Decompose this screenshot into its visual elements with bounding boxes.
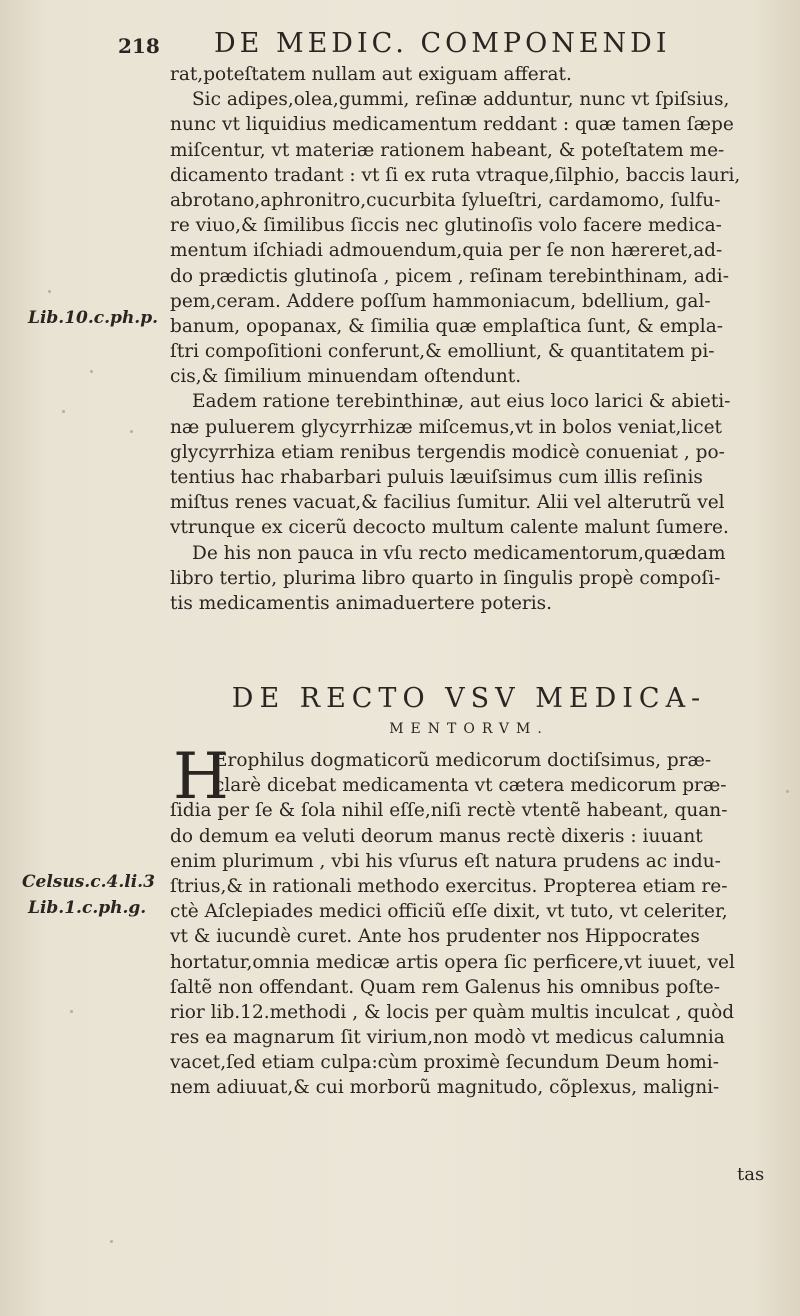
text-line: ſtrius,& in rationali methodo exercitus. Propterea etiam re- (170, 875, 728, 897)
margin-note: Celsus.c.4.li.3 (22, 872, 155, 892)
text-line: miſcentur, vt materiæ rationem habeant, & poteſtatem me- (170, 139, 725, 161)
text-line: pem,ceram. Addere poſſum hammoniacum, bdellium, gal- (170, 290, 711, 312)
text-line: nunc vt liquidius medicamentum reddant : quæ tamen ſæpe (170, 114, 734, 136)
text-line: glycyrrhiza etiam renibus tergendis modicè conueniat , po- (170, 441, 725, 463)
text-line: clarè dicebat medicamenta vt cætera medicorum præ- (214, 775, 727, 797)
section-one-text (170, 62, 768, 616)
catchword: tas (737, 1164, 765, 1185)
text-line: res ea magnarum ſit virium,non modò vt medicus calumnia (170, 1027, 725, 1049)
paper-speck (70, 1010, 73, 1013)
margin-notes (0, 0, 165, 1316)
text-line: dicamento tradant : vt ſi ex ruta vtraque,ſilphio, baccis lauri, (170, 164, 741, 186)
margin-note: Lib.1.c.ph.g. (28, 898, 147, 918)
text-line: rior lib.12.methodi , & locis per quàm multis inculcat , quòd (170, 1001, 735, 1023)
text-line: do demum ea veluti deorum manus rectè dixeris : iuuant (170, 825, 703, 847)
text-line: mentum iſchiadi admouendum,quia per ſe non hæreret,ad- (170, 240, 723, 262)
paper-speck (786, 790, 789, 793)
section-heading (170, 682, 768, 742)
text-line: enim plurimum , vbi his vſurus eſt natura prudens ac indu- (170, 850, 721, 872)
text-line: Eadem ratione terebinthinæ, aut eius loco larici & abieti- (192, 391, 731, 413)
text-line: miſtus renes vacuat,& facilius ſumitur. Alii vel alterutrũ vel (170, 492, 725, 514)
text-line: cis,& ſimilium minuendam oſtendunt. (170, 366, 522, 388)
text-line: ctè Aſclepiades medici officiũ eſſe dixit, vt tuto, vt celeriter, (170, 901, 728, 923)
section-two-text (170, 740, 768, 1101)
text-line: rat,poteſtatem nullam aut exiguam afferat. (170, 64, 572, 85)
folio-number: 218 (118, 34, 160, 58)
text-line: vt & iucundè curet. Ante hos prudenter nos Hippocrates (170, 926, 700, 948)
paper-speck (62, 410, 65, 413)
text-line: ſtri compoſitioni conferunt,& emolliunt, & quantitatem pi- (170, 341, 715, 363)
text-line: do prædictis glutinoſa , picem , reſinam terebinthinam, adi- (170, 265, 729, 287)
text-line: Sic adipes,olea,gummi, reſinæ adduntur, nunc vt ſpiſsius, (192, 89, 730, 111)
text-line: vtrunque ex cicerũ decocto multum calente malunt ſumere. (170, 517, 729, 539)
text-line: hortatur,omnia medicæ artis opera ſic perficere,vt iuuet, vel (170, 951, 735, 973)
text-line: banum, opopanax, & ſimilia quæ emplaſtica ſunt, & empla- (170, 315, 723, 337)
paper-speck (48, 290, 51, 293)
page-header (118, 24, 758, 60)
drop-capital: H (173, 740, 229, 814)
section-heading-line: MENTORVM. (389, 721, 549, 737)
text-line: De his non pauca in vſu recto medicamentorum,quædam (192, 542, 726, 564)
margin-note: Lib.10.c.ph.p. (28, 308, 159, 328)
section-heading-line: DE RECTO VSV MEDICA- (231, 683, 707, 714)
text-line: ſaltẽ non offendant. Quam rem Galenus his omnibus poſte- (170, 976, 720, 998)
text-line: vacet,ſed etiam culpa:cùm proximè ſecundum Deum homi- (170, 1052, 719, 1074)
running-head: DE MEDIC. COMPONENDI (214, 28, 671, 59)
text-line: nem adiuuat,& cui morborũ magnitudo, cõplexus, maligni- (170, 1077, 720, 1099)
text-line: Erophilus dogmaticorũ medicorum doctiſsimus, præ- (214, 750, 712, 771)
text-line: re viuo,& ſimilibus ſiccis nec glutinoſis volo facere medica- (170, 215, 722, 237)
paper-speck (110, 1240, 113, 1243)
paper-speck (90, 370, 93, 373)
text-line: næ puluerem glycyrrhizæ miſcemus,vt in bolos veniat,licet (170, 416, 722, 438)
text-line: tentius hac rhabarbari puluis læuiſsimus cum illis reſinis (170, 467, 703, 488)
text-line: libro tertio, plurima libro quarto in ſingulis propè compoſi- (170, 567, 721, 589)
text-line: abrotano,aphronitro,cucurbita ſylueſtri, cardamomo, ſulfu- (170, 189, 721, 211)
text-line: ſidia per ſe & ſola nihil eſſe,niſi rectè vtentẽ habeant, quan- (170, 800, 728, 822)
text-line: tis medicamentis animaduertere poteris. (170, 592, 553, 614)
paper-speck (130, 430, 133, 433)
